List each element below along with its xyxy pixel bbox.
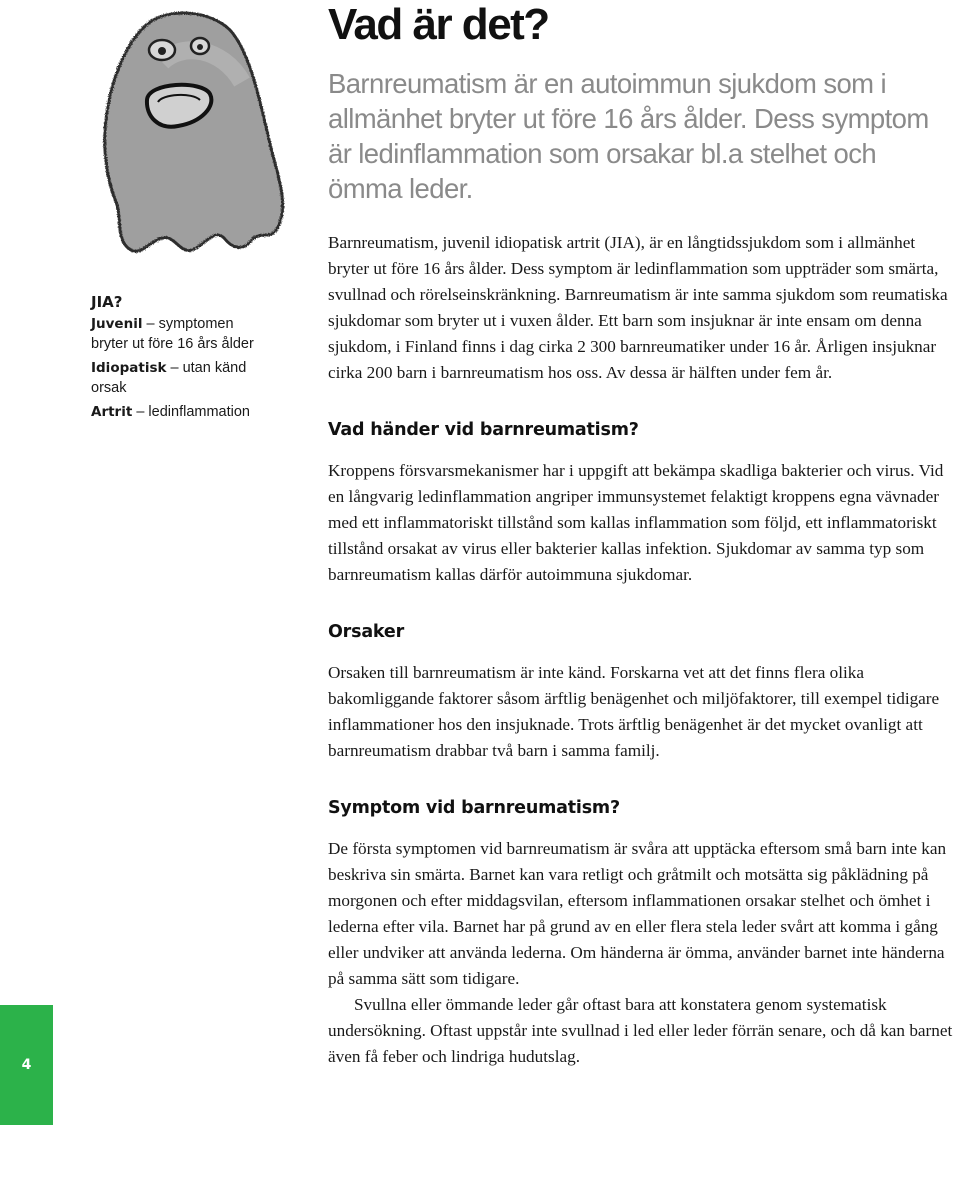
page-title: Vad är det? bbox=[328, 0, 549, 49]
lead-paragraph: Barnreumatism är en autoimmun sjukdom som i allmänhet bryter ut före 16 års ålder. Dess symptom är ledinflammation som orsakar bl.a stelhet och ömma leder. bbox=[328, 68, 929, 204]
causes-paragraph: Orsaken till barnreumatism är inte känd. Forskarna vet att det finns flera olika bakomliggande faktorer såsom ärftlig benägenhet och miljöfaktorer, till exempel tidigare inflammationer hos den insjuknade. Trots ärftlig benägenhet är det mycket ovanligt att barnreumatism drabbar två barn i samma familj. bbox=[328, 663, 940, 760]
heading-symptoms: Symptom vid barnreumatism? bbox=[328, 798, 620, 818]
sidebar-term: Juvenil bbox=[91, 316, 143, 332]
intro-paragraph: Barnreumatism, juvenil idiopatisk artrit (JIA), är en långtidssjukdom som i allmänhet bryter ut före 16 års ålder. Dess symptom är ledinflammation som uppträder som smärta, svullnad och rörelseinskränkning. Barnreumatism är inte samma sjukdom som reumatiska sjukdomar som bryter ut i vuxen ålder. Ett barn som insjuknar är inte ensam om denna sjukdom, i Finland finns i dag cirka 2 300 barnreumatiker under 16 år. Årligen insjuknar cirka 200 barn i barnreumatism hos oss. Av dessa är hälften under fem år. bbox=[328, 233, 948, 382]
ghost-illustration bbox=[92, 2, 300, 264]
sidebar-entry-juvenil bbox=[91, 314, 271, 354]
page-number-tab bbox=[0, 1005, 53, 1125]
main-column bbox=[328, 0, 956, 1070]
sidebar-definition: – symptomen bryter ut före 16 års ålder bbox=[91, 316, 254, 352]
sidebar-term: Artrit bbox=[91, 404, 133, 420]
heading-causes: Orsaker bbox=[328, 622, 404, 642]
sidebar-entry-idiopatisk bbox=[91, 358, 271, 398]
what-happens-paragraph: Kroppens försvarsmekanismer har i uppgift att bekämpa skadliga bakterier och virus. Vid en långvarig ledinflammation angriper immunsystemet felaktigt kroppens egna vävnader med ett inflammatoriskt tillstånd som kallas inflammation som följd, ett inflammatoriskt tillstånd orsakat av virus eller bakterier kallas infektion. Sjukdomar av samma typ som barnreumatism kallas därför autoimmuna sjukdomar. bbox=[328, 461, 944, 584]
heading-what-happens: Vad händer vid barnreumatism? bbox=[328, 420, 639, 440]
sidebar-definition: – ledinflammation bbox=[132, 404, 250, 420]
sidebar-term: Idiopatisk bbox=[91, 360, 167, 376]
symptoms-paragraph-1: De första symptomen vid barnreumatism är svåra att upptäcka eftersom små barn inte kan beskriva sin smärta. Barnet kan vara retligt och gråtmilt och motsätta sig påklädning på morgonen och efter middagsvilan, eftersom inflammationen orsakar stelhet och ömhet i lederna efter vila. Barnet har på grund av en eller flera stela leder svårt att komma i gång eller undviker att använda lederna. Om händerna är ömma, använder barnet inte händerna på samma sätt som tidigare. bbox=[328, 839, 947, 988]
sidebar-title: JIA? bbox=[91, 293, 123, 311]
jia-sidebar bbox=[91, 292, 271, 426]
sidebar-definition: – utan känd orsak bbox=[91, 360, 247, 396]
symptoms-paragraph-2: Svullna eller ömmande leder går oftast bara att konstatera genom systematisk undersökning. Oftast uppstår inte svullnad i led eller leder förrän senare, och då kan barnet även få feber och lindriga hudutslag. bbox=[328, 995, 953, 1066]
page-number: 4 bbox=[21, 1057, 32, 1073]
sidebar-entry-artrit bbox=[91, 402, 271, 422]
